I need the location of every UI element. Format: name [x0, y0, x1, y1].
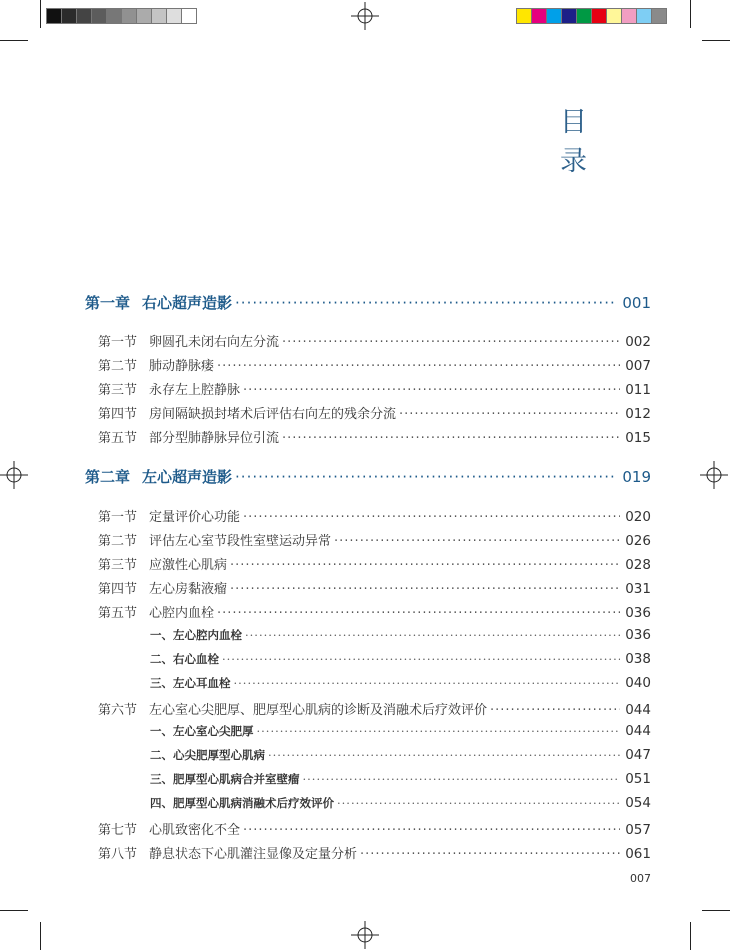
- color-swatch: [546, 8, 562, 24]
- toc-entry-number: 第三节: [98, 558, 138, 573]
- toc-entry-label: [150, 627, 242, 643]
- toc-entry-title: 部分型肺静脉异位引流: [149, 431, 280, 446]
- color-swatch: [151, 8, 167, 24]
- dot-leader: [303, 772, 621, 786]
- toc-entry-number: 第四节: [98, 407, 138, 422]
- toc-section-row[interactable]: [98, 843, 651, 862]
- toc-entry-title: 左心房黏液瘤: [149, 582, 228, 597]
- dot-leader: [243, 823, 620, 838]
- toc-entry-title: 卵圆孔未闭右向左分流: [149, 335, 280, 350]
- toc-page-number: 036: [625, 605, 651, 621]
- toc-section-row[interactable]: [98, 506, 651, 525]
- crop-mark: [40, 0, 41, 28]
- toc-subsection-row[interactable]: [150, 627, 651, 643]
- page-title: 目 录: [560, 107, 603, 177]
- toc-entry-title: 三、左心耳血栓: [150, 676, 231, 690]
- dot-leader: [243, 510, 620, 525]
- toc-entry-label: [98, 506, 240, 525]
- dot-leader: [222, 652, 620, 666]
- registration-mark-top: [351, 2, 379, 30]
- dot-leader: [243, 383, 620, 398]
- toc-subsection-row[interactable]: [150, 771, 651, 787]
- dot-leader: [399, 407, 620, 422]
- toc-entry-title: 静息状态下心肌灌注显像及定量分析: [149, 847, 358, 862]
- dot-leader: [282, 335, 620, 350]
- toc-page-number: 038: [625, 651, 651, 667]
- toc-entry-title: 永存左上腔静脉: [149, 383, 241, 398]
- dot-leader: [257, 724, 621, 738]
- toc-page-number: 007: [625, 358, 651, 374]
- toc-entry-label: [150, 747, 265, 763]
- dot-leader: [334, 534, 620, 549]
- color-swatch: [636, 8, 652, 24]
- toc-page-number: 044: [625, 702, 651, 718]
- toc-entry-number: 第五节: [98, 606, 138, 621]
- toc-section-row[interactable]: [98, 819, 651, 838]
- color-swatch: [46, 8, 62, 24]
- toc-page-number: 031: [625, 581, 651, 597]
- toc-entry-number: 第一节: [98, 335, 138, 350]
- toc-entry-title: 定量评价心功能: [149, 510, 241, 525]
- crop-mark: [690, 922, 691, 950]
- color-swatch: [651, 8, 667, 24]
- page-number: 007: [630, 872, 651, 885]
- toc-page-number: 015: [625, 430, 651, 446]
- toc-entry-number: 第二节: [98, 359, 138, 374]
- dot-leader: [217, 359, 620, 374]
- toc-entry-title: 二、右心血栓: [150, 652, 219, 666]
- color-swatch: [606, 8, 622, 24]
- toc-page-number: 054: [625, 795, 651, 811]
- color-swatch: [531, 8, 547, 24]
- color-calibration-bar: [516, 8, 666, 24]
- toc-section-row[interactable]: [98, 403, 651, 422]
- toc-page-number: 012: [625, 406, 651, 422]
- toc-entry-label: [98, 530, 331, 549]
- toc-entry-title: 评估左心室节段性室壁运动异常: [149, 534, 332, 549]
- toc-entry-number: 第四节: [98, 582, 138, 597]
- toc-entry-title: 应激性心肌病: [149, 558, 228, 573]
- toc-entry-label: [98, 403, 396, 422]
- toc-entry-label: [98, 699, 487, 718]
- toc-entry-label: [98, 427, 279, 446]
- toc-entry-number: 第二章: [85, 468, 131, 486]
- toc-page-number: 011: [625, 382, 651, 398]
- toc-entry-label: [150, 795, 334, 811]
- toc-section-row[interactable]: [98, 530, 651, 549]
- toc-entry-label: [85, 466, 232, 487]
- dot-leader: [217, 606, 620, 621]
- toc-page-number: 020: [625, 509, 651, 525]
- toc-entry-label: [150, 651, 219, 667]
- toc-entry-label: [98, 331, 279, 350]
- toc-chapter-row[interactable]: [85, 466, 651, 487]
- dot-leader: [282, 431, 620, 446]
- dot-leader: [337, 796, 620, 810]
- dot-leader: [245, 628, 620, 642]
- toc-entry-title: 左心超声造影: [142, 468, 233, 486]
- dot-leader: [234, 676, 621, 690]
- toc-entry-title: 二、心尖肥厚型心肌病: [150, 748, 265, 762]
- toc-page-number: 026: [625, 533, 651, 549]
- crop-mark: [0, 40, 28, 41]
- toc-entry-title: 心肌致密化不全: [149, 823, 241, 838]
- toc-chapter-row[interactable]: [85, 292, 651, 313]
- toc-entry-label: [98, 843, 357, 862]
- toc-section-row[interactable]: [98, 355, 651, 374]
- toc-subsection-row[interactable]: [150, 747, 651, 763]
- toc-entry-number: 第三节: [98, 383, 138, 398]
- toc-entry-number: 第六节: [98, 703, 138, 718]
- color-swatch: [516, 8, 532, 24]
- toc-entry-title: 肺动静脉瘘: [149, 359, 215, 374]
- toc-section-row[interactable]: [98, 578, 651, 597]
- toc-entry-title: 三、肥厚型心肌病合并室壁瘤: [150, 772, 300, 786]
- toc-entry-label: [98, 379, 240, 398]
- crop-mark: [40, 922, 41, 950]
- dot-leader: [230, 582, 620, 597]
- toc-page-number: 047: [625, 747, 651, 763]
- toc-page-number: 061: [625, 846, 651, 862]
- toc-page-number: 040: [625, 675, 651, 691]
- color-swatch: [561, 8, 577, 24]
- toc-entry-number: 第一节: [98, 510, 138, 525]
- crop-mark: [702, 40, 730, 41]
- color-swatch: [166, 8, 182, 24]
- toc-entry-title: 一、左心腔内血栓: [150, 628, 242, 642]
- toc-subsection-row[interactable]: [150, 723, 651, 739]
- toc-subsection-row[interactable]: [150, 651, 651, 667]
- toc-entry-label: [150, 675, 231, 691]
- toc-page-number: 001: [622, 294, 651, 312]
- toc-page-number: 051: [625, 771, 651, 787]
- color-swatch: [136, 8, 152, 24]
- registration-mark-right: [700, 461, 728, 489]
- dot-leader: [235, 468, 616, 486]
- toc-entry-title: 四、肥厚型心肌病消融术后疗效评价: [150, 796, 334, 810]
- color-swatch: [76, 8, 92, 24]
- toc-entry-label: [150, 723, 254, 739]
- toc-entry-number: 第二节: [98, 534, 138, 549]
- toc-entry-label: [98, 578, 227, 597]
- toc-entry-number: 第五节: [98, 431, 138, 446]
- dot-leader: [230, 558, 620, 573]
- toc-entry-label: [85, 292, 232, 313]
- toc-subsection-row[interactable]: [150, 675, 651, 691]
- toc-entry-label: [98, 355, 214, 374]
- registration-mark-left: [0, 461, 28, 489]
- toc-section-row[interactable]: [98, 379, 651, 398]
- toc-page-number: 028: [625, 557, 651, 573]
- dot-leader: [235, 294, 616, 312]
- toc-section-row[interactable]: [98, 331, 651, 350]
- toc-entry-number: 第一章: [85, 294, 131, 312]
- toc-entry-label: [98, 554, 227, 573]
- color-swatch: [121, 8, 137, 24]
- crop-mark: [702, 910, 730, 911]
- toc-section-row[interactable]: [98, 554, 651, 573]
- color-swatch: [181, 8, 197, 24]
- toc-page-number: 002: [625, 334, 651, 350]
- gray-calibration-bar: [46, 8, 196, 24]
- color-swatch: [91, 8, 107, 24]
- color-swatch: [576, 8, 592, 24]
- toc-entry-number: 第七节: [98, 823, 138, 838]
- registration-mark-bottom: [351, 921, 379, 949]
- toc-subsection-row[interactable]: [150, 795, 651, 811]
- toc-page-number: 044: [625, 723, 651, 739]
- toc-page-number: 019: [622, 468, 651, 486]
- toc-section-row[interactable]: [98, 699, 651, 718]
- toc-entry-label: [150, 771, 300, 787]
- toc-entry-title: 心腔内血栓: [149, 606, 215, 621]
- toc-entry-title: 左心室心尖肥厚、肥厚型心肌病的诊断及消融术后疗效评价: [149, 703, 488, 718]
- color-swatch: [591, 8, 607, 24]
- crop-mark: [690, 0, 691, 28]
- dot-leader: [490, 703, 620, 718]
- dot-leader: [268, 748, 620, 762]
- color-swatch: [621, 8, 637, 24]
- toc-page-number: 057: [625, 822, 651, 838]
- toc-page-number: 036: [625, 627, 651, 643]
- toc-entry-label: [98, 602, 214, 621]
- toc-section-row[interactable]: [98, 602, 651, 621]
- toc-entry-title: 右心超声造影: [142, 294, 233, 312]
- color-swatch: [61, 8, 77, 24]
- toc-entry-title: 一、左心室心尖肥厚: [150, 724, 254, 738]
- toc-section-row[interactable]: [98, 427, 651, 446]
- toc-entry-number: 第八节: [98, 847, 138, 862]
- toc-entry-label: [98, 819, 240, 838]
- crop-mark: [0, 910, 28, 911]
- color-swatch: [106, 8, 122, 24]
- dot-leader: [360, 847, 620, 862]
- toc-entry-title: 房间隔缺损封堵术后评估右向左的残余分流: [149, 407, 397, 422]
